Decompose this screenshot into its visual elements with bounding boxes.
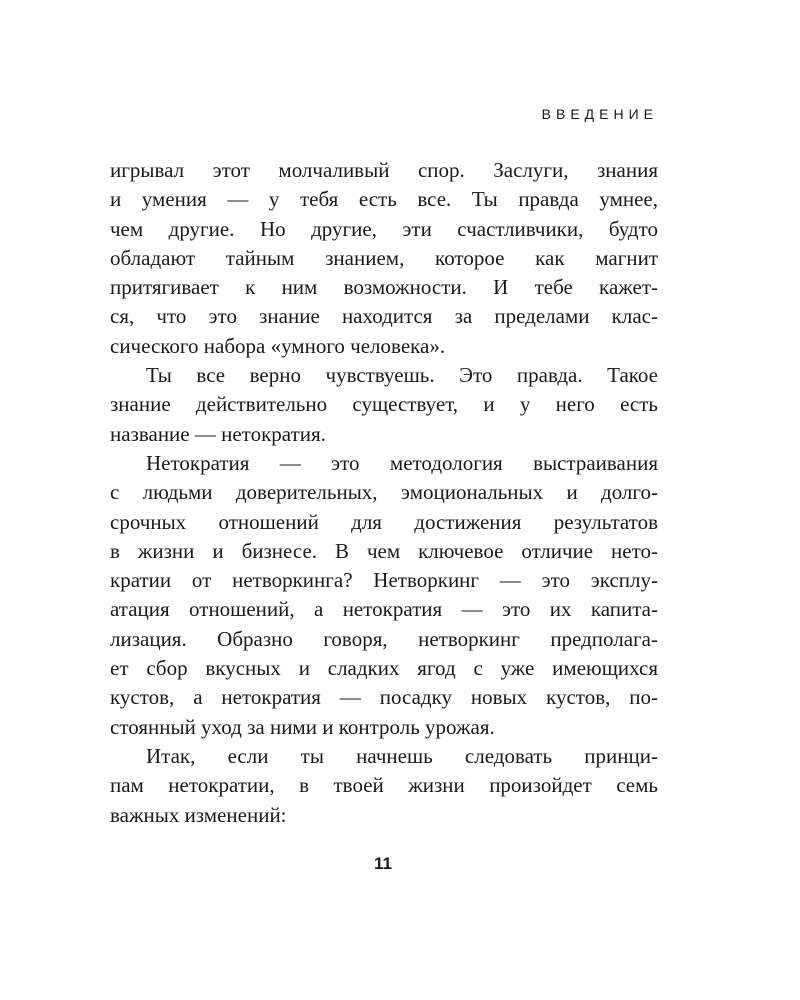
text-line: ет сбор вкусных и сладких ягод с уже имеющихся (110, 656, 658, 681)
text-line: притягивает к ним возможности. И тебе кажет- (110, 275, 658, 300)
text-line: лизация. Образно говоря, нетворкинг предполага- (110, 626, 658, 651)
body-text (110, 156, 658, 830)
text-line: срочных отношений для достижения результатов (110, 509, 658, 534)
page-number: 11 (374, 854, 392, 873)
text-line: сического набора «умного человека». (110, 333, 446, 358)
text-line: атация отношений, а нетократия — это их капита- (110, 597, 658, 622)
text-line: чем другие. Но другие, эти счастливчики, будто (110, 216, 658, 241)
text-line: важных изменений: (110, 802, 287, 827)
text-line: и умения — у тебя есть все. Ты правда умнее, (110, 187, 658, 212)
text-line: кустов, а нетократия — посадку новых кустов, по- (110, 685, 658, 710)
text-line: в жизни и бизнесе. В чем ключевое отличие нето- (110, 538, 658, 563)
running-head: ВВЕДЕНИЕ (541, 106, 658, 122)
text-line: Итак, если ты начнешь следовать принци- (146, 743, 658, 768)
text-line: пам нетократии, в твоей жизни произойдет семь (110, 773, 658, 798)
text-line: название — нетократия. (110, 421, 326, 446)
text-line: игрывал этот молчаливый спор. Заслуги, знания (110, 158, 658, 182)
text-line: обладают тайным знанием, которое как магнит (110, 245, 658, 270)
text-line: знание действительно существует, и у него есть (110, 392, 658, 417)
text-line: Ты все верно чувствуешь. Это правда. Такое (146, 363, 658, 388)
text-line: стоянный уход за ними и контроль урожая. (110, 714, 495, 739)
text-line: Нетократия — это методология выстраивания (146, 450, 658, 475)
text-line: кратии от нетворкинга? Нетворкинг — это эксплу- (110, 568, 658, 593)
text-line: ся, что это знание находится за пределами клас- (110, 304, 658, 329)
text-line: с людьми доверительных, эмоциональных и долго- (110, 480, 658, 505)
